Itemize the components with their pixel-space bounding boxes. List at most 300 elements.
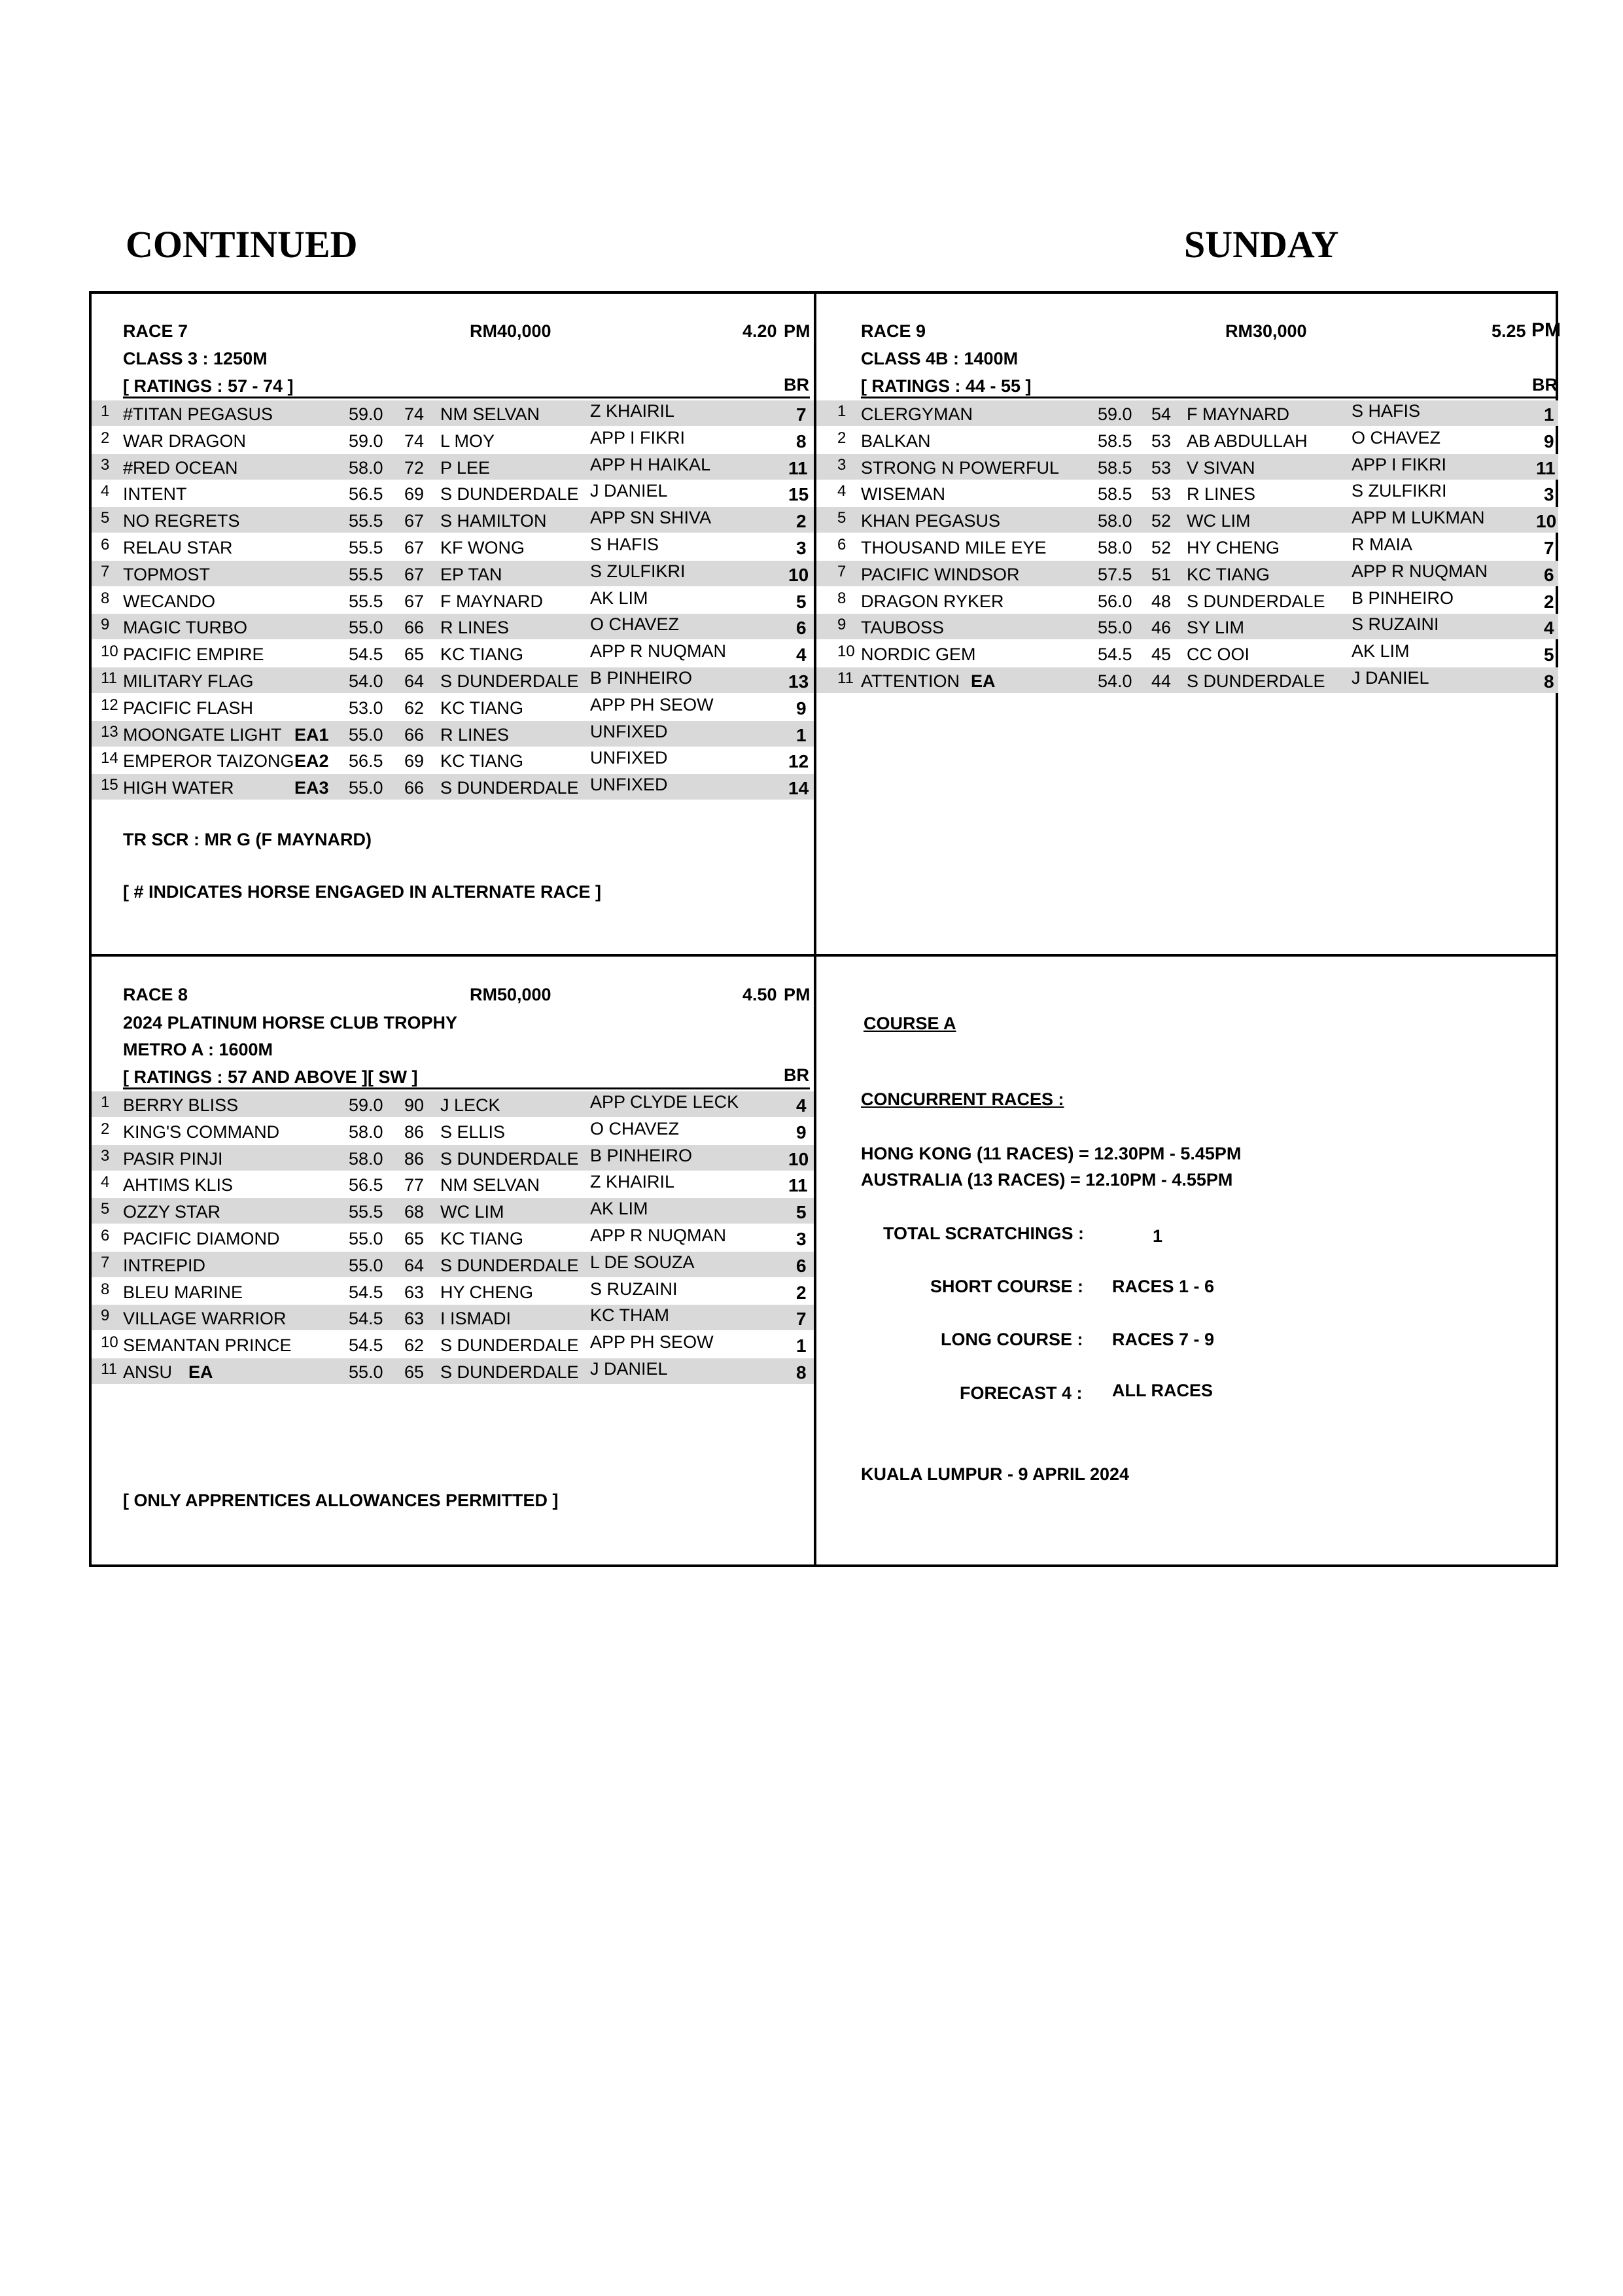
rating: 66 [404, 778, 425, 798]
trainer-name: S DUNDERDALE [440, 671, 579, 691]
horse-name: KING'S COMMAND [123, 1122, 280, 1142]
weight: 59.0 [1098, 404, 1132, 424]
runner-number: 7 [837, 562, 846, 580]
race7-prize: RM40,000 [470, 321, 551, 341]
runner-row [92, 1225, 814, 1250]
trainer-name: R LINES [1187, 484, 1256, 504]
jockey-name: AK LIM [590, 1199, 648, 1219]
weight: 58.5 [1098, 431, 1132, 451]
forecast-value: ALL RACES [1112, 1381, 1213, 1400]
barrier: 14 [788, 778, 809, 799]
jockey-name: S ZULFIKRI [590, 561, 686, 581]
jockey-name: S RUZAINI [590, 1279, 678, 1299]
rating: 44 [1151, 671, 1172, 691]
runner-row [92, 1358, 814, 1384]
horse-name: PACIFIC DIAMOND [123, 1229, 280, 1248]
runner-number: 1 [837, 402, 846, 420]
horse-name: #RED OCEAN [123, 457, 238, 478]
trainer-name: EP TAN [440, 564, 502, 584]
jockey-name: J DANIEL [590, 1359, 668, 1379]
weight: 58.0 [349, 1148, 383, 1169]
rating: 77 [404, 1175, 425, 1195]
barrier: 11 [788, 1175, 808, 1196]
race7-time: 4.20 [742, 321, 777, 341]
rating: 63 [404, 1282, 425, 1302]
trainer-name: R LINES [440, 618, 510, 638]
runner-row [816, 534, 1558, 559]
rating: 74 [404, 431, 425, 451]
rating: 53 [1151, 457, 1172, 478]
entry-tag: EA1 [294, 724, 329, 745]
runner-row [92, 721, 814, 747]
short-course-value: RACES 1 - 6 [1112, 1277, 1215, 1296]
runner-number: 10 [101, 1333, 118, 1352]
trainer-name: F MAYNARD [440, 591, 544, 611]
rating: 67 [404, 538, 425, 557]
runner-number: 3 [101, 1146, 110, 1165]
horse-name: VILLAGE WARRIOR [123, 1309, 287, 1329]
runner-row [92, 400, 814, 426]
runner-row [92, 427, 814, 453]
jockey-name: APP PH SEOW [590, 694, 714, 715]
runner-number: 6 [837, 536, 846, 554]
race9-ampm: PM [1531, 319, 1561, 341]
trainer-name: S DUNDERDALE [440, 484, 579, 504]
weight: 58.5 [1098, 457, 1132, 478]
weight: 56.0 [1098, 591, 1132, 611]
rating: 67 [404, 591, 425, 611]
trainer-name: S HAMILTON [440, 511, 547, 531]
runner-row [816, 667, 1558, 693]
barrier: 7 [1544, 538, 1554, 558]
barrier: 4 [796, 1095, 807, 1116]
weight: 54.5 [349, 1335, 383, 1356]
horse-name: WECANDO [123, 591, 215, 611]
barrier: 15 [788, 484, 809, 505]
runner-row [92, 667, 814, 693]
trainer-name: S DUNDERDALE [440, 1255, 579, 1275]
runner-row [816, 641, 1558, 666]
jockey-name: B PINHEIRO [1352, 588, 1454, 608]
weight: 56.5 [349, 751, 383, 771]
runner-row [92, 1198, 814, 1224]
rating: 51 [1151, 564, 1172, 584]
barrier: 8 [796, 431, 807, 451]
barrier: 8 [1544, 671, 1554, 692]
barrier: 6 [796, 618, 807, 639]
weight: 59.0 [349, 1095, 383, 1115]
trainer-name: NM SELVAN [440, 1175, 540, 1195]
horse-name: HIGH WATER [123, 778, 234, 798]
race7-br-label: BR [784, 375, 809, 395]
trainer-name: S DUNDERDALE [440, 1335, 579, 1356]
horse-name: BLEU MARINE [123, 1282, 243, 1302]
runner-row [92, 561, 814, 586]
trainer-name: HY CHENG [440, 1282, 534, 1302]
horse-name: CLERGYMAN [861, 404, 973, 424]
rating: 67 [404, 511, 425, 531]
jockey-name: O CHAVEZ [590, 1118, 680, 1139]
race8-note: [ ONLY APPRENTICES ALLOWANCES PERMITTED ] [123, 1491, 559, 1510]
barrier: 7 [796, 404, 807, 425]
barrier: 11 [1536, 457, 1556, 478]
rating: 74 [404, 404, 425, 424]
jockey-name: APP PH SEOW [590, 1332, 714, 1352]
entry-tag: EA [971, 671, 996, 691]
trainer-name: KC TIANG [440, 751, 524, 771]
rating: 45 [1151, 645, 1172, 665]
jockey-name: APP R NUQMAN [1352, 561, 1488, 581]
weight: 59.0 [349, 431, 383, 451]
runner-row [92, 507, 814, 533]
trainer-name: KC TIANG [1187, 564, 1270, 584]
horse-name: THOUSAND MILE EYE [861, 538, 1047, 557]
jockey-name: S HAFIS [1352, 401, 1421, 421]
total-scratchings-label: TOTAL SCRATCHINGS : [883, 1224, 1084, 1243]
trainer-name: WC LIM [1187, 511, 1251, 531]
trainer-name: I ISMADI [440, 1309, 512, 1329]
race9-ratings: [ RATINGS : 44 - 55 ] [861, 376, 1032, 396]
runner-row [92, 1332, 814, 1357]
trainer-name: CC OOI [1187, 645, 1250, 665]
horse-name: INTENT [123, 484, 187, 504]
jockey-name: KC THAM [590, 1305, 670, 1326]
runner-number: 1 [101, 1093, 110, 1111]
entry-tag: EA [188, 1362, 213, 1382]
horse-name: PACIFIC WINDSOR [861, 564, 1020, 584]
jockey-name: S ZULFIKRI [1352, 481, 1447, 501]
barrier: 13 [788, 671, 809, 692]
runner-number: 10 [837, 643, 855, 661]
runner-number: 10 [101, 643, 118, 661]
rating: 66 [404, 724, 425, 745]
barrier: 4 [796, 645, 807, 665]
horse-name: #TITAN PEGASUS [123, 404, 273, 424]
horse-name: TAUBOSS [861, 618, 945, 638]
rating: 69 [404, 751, 425, 771]
race9-header-rule [861, 397, 1558, 398]
trainer-name: SY LIM [1187, 618, 1245, 638]
weight: 55.5 [349, 1202, 383, 1222]
runner-row [92, 1091, 814, 1117]
race8-prize: RM50,000 [470, 985, 551, 1004]
trainer-name: S DUNDERDALE [440, 778, 579, 798]
runner-row [92, 774, 814, 800]
runner-number: 9 [837, 616, 846, 634]
trainer-name: P LEE [440, 457, 491, 478]
trainer-name: V SIVAN [1187, 457, 1255, 478]
weight: 53.0 [349, 698, 383, 718]
runner-number: 4 [837, 482, 846, 501]
jockey-name: APP H HAIKAL [590, 454, 711, 474]
runner-row [92, 480, 814, 506]
runner-row [92, 1279, 814, 1304]
weight: 54.0 [349, 671, 383, 691]
horse-name: INTREPID [123, 1255, 206, 1275]
jockey-name: APP I FIKRI [1352, 454, 1447, 474]
trainer-name: KC TIANG [440, 1229, 524, 1248]
horse-name: MAGIC TURBO [123, 618, 248, 638]
jockey-name: APP SN SHIVA [590, 508, 712, 528]
race7-note-alternate: [ # INDICATES HORSE ENGAGED IN ALTERNATE RACE ] [123, 882, 602, 902]
rating: 64 [404, 1255, 425, 1275]
runner-number: 2 [101, 429, 110, 447]
horse-name: RELAU STAR [123, 538, 233, 557]
weight: 55.0 [349, 1362, 383, 1382]
runner-row [816, 561, 1558, 586]
page-heading-left: CONTINUED [126, 223, 358, 266]
runner-row [816, 588, 1558, 613]
barrier: 10 [788, 1148, 809, 1169]
jockey-name: APP R NUQMAN [590, 641, 727, 662]
horse-name: DRAGON RYKER [861, 591, 1004, 611]
runner-number: 4 [101, 1173, 110, 1192]
barrier: 1 [796, 1335, 807, 1356]
page-heading-right: SUNDAY [1184, 223, 1339, 266]
weight: 54.0 [1098, 671, 1132, 691]
race7-title: RACE 7 [123, 321, 188, 341]
entry-tag: EA2 [294, 751, 329, 771]
runner-row [92, 1171, 814, 1197]
jockey-name: APP R NUQMAN [590, 1226, 727, 1245]
long-course-value: RACES 7 - 9 [1112, 1330, 1215, 1349]
jockey-name: UNFIXED [590, 721, 668, 741]
jockey-name: S HAFIS [590, 535, 659, 554]
runner-row [92, 588, 814, 613]
barrier: 7 [796, 1309, 807, 1330]
barrier: 5 [796, 1202, 807, 1223]
runner-row [92, 1145, 814, 1171]
race9-prize: RM30,000 [1225, 321, 1307, 341]
weight: 58.0 [349, 1122, 383, 1142]
weight: 55.5 [349, 591, 383, 611]
weight: 55.0 [349, 1255, 383, 1275]
horse-name: EMPEROR TAIZONG [123, 751, 294, 771]
jockey-name: O CHAVEZ [1352, 427, 1441, 448]
weight: 59.0 [349, 404, 383, 424]
race7-ratings: [ RATINGS : 57 - 74 ] [123, 376, 294, 396]
barrier: 6 [796, 1255, 807, 1276]
runner-number: 6 [101, 1227, 110, 1245]
jockey-name: B PINHEIRO [590, 1145, 693, 1165]
runner-number: 6 [101, 536, 110, 554]
runner-row [92, 747, 814, 773]
trainer-name: KC TIANG [440, 645, 524, 665]
barrier: 12 [788, 751, 809, 772]
trainer-name: HY CHENG [1187, 538, 1280, 557]
rating: 52 [1151, 511, 1172, 531]
rating: 54 [1151, 404, 1172, 424]
weight: 55.5 [349, 511, 383, 531]
barrier: 10 [1536, 511, 1557, 532]
weight: 56.5 [349, 1175, 383, 1195]
runner-number: 15 [101, 776, 118, 794]
concurrent-races-title: CONCURRENT RACES : [861, 1089, 1064, 1109]
trainer-name: NM SELVAN [440, 404, 540, 424]
rating: 62 [404, 1335, 425, 1356]
short-course-label: SHORT COURSE : [930, 1277, 1084, 1296]
horse-name: PACIFIC EMPIRE [123, 645, 264, 665]
weight: 55.0 [349, 1229, 383, 1248]
runner-row [816, 400, 1558, 426]
barrier: 9 [796, 1122, 807, 1142]
horse-name: TOPMOST [123, 564, 211, 584]
race8-header-rule [123, 1087, 810, 1089]
horse-name: BALKAN [861, 431, 931, 451]
runner-number: 12 [101, 696, 118, 714]
runner-number: 1 [101, 402, 110, 420]
barrier: 11 [788, 457, 808, 478]
runner-number: 5 [101, 509, 110, 527]
rating: 68 [404, 1202, 425, 1222]
horse-name: BERRY BLISS [123, 1095, 239, 1115]
horse-name: PACIFIC FLASH [123, 698, 254, 718]
runner-number: 11 [837, 669, 854, 687]
jockey-name: APP CLYDE LECK [590, 1092, 739, 1112]
runner-row [816, 427, 1558, 453]
trainer-name: S ELLIS [440, 1122, 506, 1142]
runner-number: 2 [837, 429, 846, 447]
jockey-name: R MAIA [1352, 535, 1413, 554]
rating: 46 [1151, 618, 1172, 638]
jockey-name: APP I FIKRI [590, 427, 686, 448]
rating: 72 [404, 457, 425, 478]
weight: 56.5 [349, 484, 383, 504]
runner-row [92, 1305, 814, 1330]
barrier: 2 [1544, 591, 1554, 612]
jockey-name: Z KHAIRIL [590, 401, 675, 421]
runner-row [816, 614, 1558, 639]
weight: 55.0 [1098, 618, 1132, 638]
weight: 58.0 [1098, 538, 1132, 557]
runner-number: 11 [101, 669, 117, 687]
rating: 67 [404, 564, 425, 584]
rating: 53 [1151, 484, 1172, 504]
forecast-label: FORECAST 4 : [960, 1383, 1083, 1403]
runner-number: 8 [101, 589, 110, 607]
barrier: 3 [1544, 484, 1554, 505]
jockey-name: S RUZAINI [1352, 614, 1439, 635]
jockey-name: Z KHAIRIL [590, 1172, 675, 1192]
runner-row [816, 480, 1558, 506]
barrier: 2 [796, 511, 807, 532]
barrier: 5 [1544, 645, 1554, 665]
trainer-name: AB ABDULLAH [1187, 431, 1308, 451]
runner-row [816, 507, 1558, 533]
barrier: 8 [796, 1362, 807, 1383]
barrier: 2 [796, 1282, 807, 1303]
runner-number: 3 [837, 455, 846, 474]
weight: 54.5 [349, 645, 383, 665]
runner-number: 7 [101, 1253, 110, 1271]
runner-number: 8 [837, 589, 846, 607]
runner-number: 5 [101, 1200, 110, 1218]
race8-title: RACE 8 [123, 985, 188, 1004]
runner-number: 3 [101, 455, 110, 474]
weight: 55.0 [349, 618, 383, 638]
jockey-name: O CHAVEZ [590, 614, 680, 635]
barrier: 4 [1544, 618, 1554, 639]
rating: 65 [404, 645, 425, 665]
horizontal-divider [89, 954, 1558, 957]
weight: 55.5 [349, 538, 383, 557]
runner-row [92, 641, 814, 666]
race7-ampm: PM [784, 321, 811, 341]
rating: 53 [1151, 431, 1172, 451]
race9-time: 5.25 [1492, 321, 1526, 341]
rating: 52 [1151, 538, 1172, 557]
horse-name: SEMANTAN PRINCE [123, 1335, 292, 1356]
concurrent-hong-kong: HONG KONG (11 RACES) = 12.30PM - 5.45PM [861, 1144, 1242, 1163]
runner-row [92, 1118, 814, 1144]
race9-class: CLASS 4B : 1400M [861, 349, 1019, 368]
barrier: 9 [796, 698, 807, 718]
rating: 63 [404, 1309, 425, 1329]
barrier: 6 [1544, 564, 1554, 585]
barrier: 10 [788, 564, 809, 585]
venue-date-footer: KUALA LUMPUR - 9 APRIL 2024 [861, 1464, 1130, 1484]
jockey-name: J DANIEL [590, 481, 668, 501]
rating: 86 [404, 1122, 425, 1142]
horse-name: ANSU [123, 1362, 173, 1382]
runner-number: 7 [101, 562, 110, 580]
weight: 57.5 [1098, 564, 1132, 584]
race9-title: RACE 9 [861, 321, 926, 341]
trainer-name: L MOY [440, 431, 495, 451]
runner-number: 14 [101, 749, 118, 768]
rating: 64 [404, 671, 425, 691]
barrier: 9 [1544, 431, 1554, 451]
rating: 65 [404, 1229, 425, 1248]
runner-row [92, 534, 814, 559]
jockey-name: UNFIXED [590, 775, 668, 795]
trainer-name: R LINES [440, 724, 510, 745]
jockey-name: J DANIEL [1352, 668, 1429, 688]
race8-class: METRO A : 1600M [123, 1040, 273, 1059]
rating: 69 [404, 484, 425, 504]
rating: 90 [404, 1095, 425, 1115]
horse-name: WISEMAN [861, 484, 946, 504]
trainer-name: J LECK [440, 1095, 500, 1115]
horse-name: WAR DRAGON [123, 431, 246, 451]
race7-class: CLASS 3 : 1250M [123, 349, 268, 368]
jockey-name: B PINHEIRO [590, 668, 693, 688]
rating: 62 [404, 698, 425, 718]
runner-number: 5 [837, 509, 846, 527]
weight: 54.5 [1098, 645, 1132, 665]
runner-number: 9 [101, 1307, 110, 1325]
rating: 48 [1151, 591, 1172, 611]
runner-number: 2 [101, 1120, 110, 1138]
barrier: 1 [796, 724, 807, 745]
weight: 55.0 [349, 778, 383, 798]
runner-number: 13 [101, 722, 118, 741]
race8-br-label: BR [784, 1065, 809, 1085]
total-scratchings-value: 1 [1153, 1226, 1163, 1246]
horse-name: PASIR PINJI [123, 1148, 223, 1169]
jockey-name: AK LIM [1352, 641, 1410, 662]
trainer-name: F MAYNARD [1187, 404, 1290, 424]
course-label: COURSE A [864, 1014, 956, 1033]
rating: 66 [404, 618, 425, 638]
weight: 58.0 [1098, 511, 1132, 531]
trainer-name: S DUNDERDALE [440, 1148, 579, 1169]
trainer-name: S DUNDERDALE [1187, 591, 1325, 611]
race8-ratings: [ RATINGS : 57 AND ABOVE ][ SW ] [123, 1067, 418, 1087]
horse-name: STRONG N POWERFUL [861, 457, 1060, 478]
runner-row [92, 454, 814, 480]
trainer-name: S DUNDERDALE [440, 1362, 579, 1382]
